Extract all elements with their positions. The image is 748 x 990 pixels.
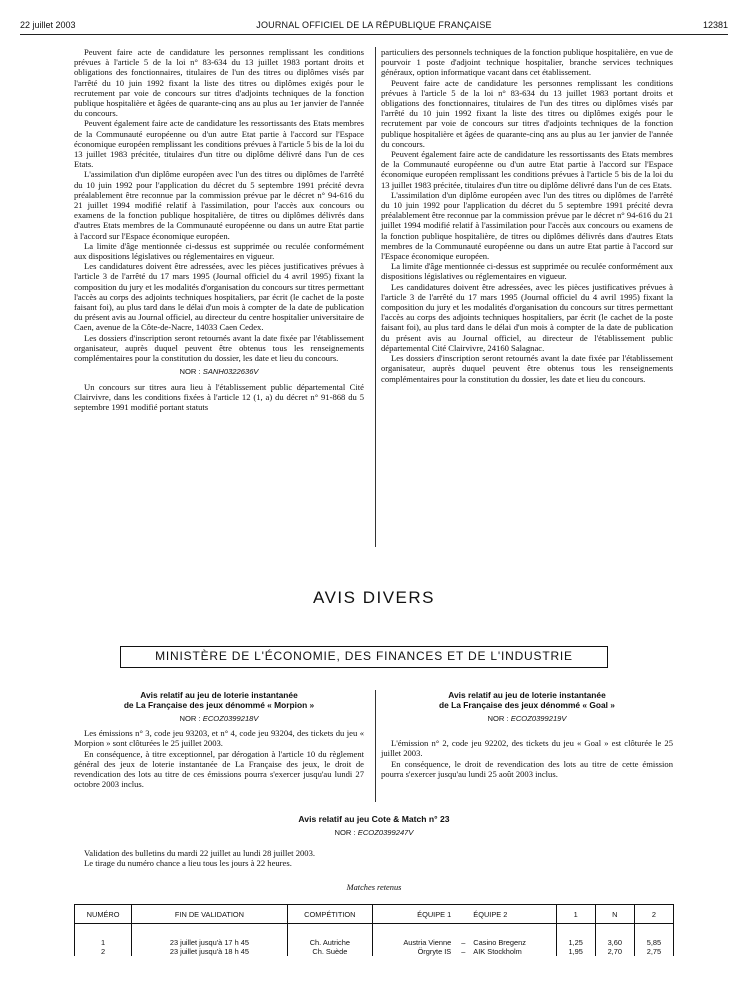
cell-numero: 1 xyxy=(75,924,132,948)
cell-separator: – xyxy=(461,938,466,947)
header-page-number: 12381 xyxy=(702,20,728,30)
cell-cote-2: 2,75 xyxy=(634,947,673,956)
paragraph: Les émissions n° 3, code jeu 93203, et n° 4, code jeu 93204, des tickets du jeu « Morpion » sont clôturées le 25 juillet 2003. xyxy=(74,728,364,749)
paragraph: En conséquence, le droit de revendication des lots au titre de cette émission pourra s'exercer jusqu'au lundi 25 août 2003 inclus. xyxy=(381,758,673,779)
cell-cote-n: 2,70 xyxy=(595,947,634,956)
cell-cote-1: 1,95 xyxy=(556,947,595,956)
col-header-equipe-2: ÉQUIPE 2 xyxy=(471,905,556,924)
nor-reference xyxy=(74,367,364,377)
section-title: Avis relatif au jeu de loterie instantanée xyxy=(140,690,298,700)
paragraph: L'émission n° 2, code jeu 92202, des tickets du jeu « Goal » est clôturée le 25 juillet 2003. xyxy=(381,738,673,759)
paragraph: Un concours sur titres aura lieu à l'établissement public départemental Cité Clairvivre, dans les conditions fixées à l'article 12 (1, a) du décret n° 91-868 du 5 septembre 1991 modifié portant statuts xyxy=(74,381,364,412)
paragraph: Peuvent également faire acte de candidature les ressortissants des Etats membres de la Communauté européenne ou d'un autre Etat partie à l'accord sur l'Espace économique européen remplissant les conditions prévues à l'article 5 bis de la loi du 13 juillet 1983 précitée, titulaires d'un titre ou diplôme délivré dans l'un de ces Etats. xyxy=(381,149,673,190)
avis-goal-section xyxy=(381,690,673,779)
section-title: Avis relatif au jeu Cote & Match n° 23 xyxy=(298,814,450,824)
cell-competition: Ch. Autriche xyxy=(287,924,372,948)
column-divider xyxy=(375,47,376,547)
col-header-numero: NUMÉRO xyxy=(75,905,132,924)
table-row xyxy=(75,924,674,948)
paragraph: En conséquence, à titre exceptionnel, par dérogation à l'article 10 du règlement général des jeux de loterie instantanée de La Française des jeux, le droit de revendication des lots au titre de ces émissions pourra s'exercer jusqu'au lundi 27 octobre 2003 inclus. xyxy=(74,748,364,790)
nor-label: NOR : xyxy=(487,714,509,723)
cell-fin-validation: 23 juillet jusqu'à 18 h 45 xyxy=(132,947,288,956)
paragraph: La limite d'âge mentionnée ci-dessus est supprimée ou reculée conformément aux dispositions législatives ou réglementaires en vigueur. xyxy=(381,261,673,282)
table-header-row xyxy=(75,905,674,924)
paragraph: Les candidatures doivent être adressées, avec les pièces justificatives prévues à l'article 3 de l'arrêté du 17 mars 1995 (Journal officiel du 4 avril 1995) fixant la composition du jury et les modalités d'organisation du concours sur titres permettant l'accès au corps des adjoints techniques hospitaliers, par écrit (le cachet de la poste faisant foi), au plus tard dans le délai d'un mois à compter de la date de publication du présent avis au Journal officiel, au directeur de l'établissement public départemental Cité Clairvivre, 24160 Salagnac. xyxy=(381,281,673,353)
header-date: 22 juillet 2003 xyxy=(20,20,76,30)
paragraph: Le tirage du numéro chance a lieu tous les jours à 22 heures. xyxy=(84,858,292,869)
cell-separator: – xyxy=(461,947,466,956)
nor-label: NOR : xyxy=(179,714,201,723)
paragraph: Peuvent également faire acte de candidature les ressortissants des Etats membres de la Communauté européenne ou d'un autre Etat partie à l'accord sur l'Espace économique européen remplissant les conditions prévues à l'article 5 bis de la loi du 13 juillet 1983 précitée, titulaires d'un titre ou diplôme délivré dans l'un de ces Etats. xyxy=(74,118,364,170)
right-column xyxy=(381,47,673,384)
cell-equipe-1: Austria Vienne xyxy=(372,924,455,948)
nor-code: ECOZ0399219V xyxy=(510,714,567,723)
nor-code: ECOZ0399247V xyxy=(357,828,414,837)
section-title: Avis relatif au jeu de loterie instantanée xyxy=(448,690,606,700)
col-header-equipe-1: ÉQUIPE 1 xyxy=(372,905,455,924)
left-column xyxy=(74,47,364,412)
nor-reference xyxy=(381,714,673,724)
col-header-separator xyxy=(455,905,471,924)
cell-numero: 2 xyxy=(75,947,132,956)
section-title: de La Française des jeux dénommé « Goal » xyxy=(439,700,615,710)
nor-label: NOR : xyxy=(179,367,201,377)
paragraph: particuliers des personnels techniques de la fonction publique hospitalière, en vue de pourvoir 1 poste d'adjoint technique hospitalier, branche services techniques généraux, option informatique vacant dans cet établissement. xyxy=(381,47,673,78)
cell-equipe-1: Örgryte IS xyxy=(372,947,455,956)
avis-divers-heading: AVIS DIVERS xyxy=(313,588,435,607)
header-journal-title: JOURNAL OFFICIEL DE LA RÉPUBLIQUE FRANÇAISE xyxy=(256,20,492,30)
matches-table xyxy=(74,904,674,956)
paragraph: Peuvent faire acte de candidature les personnes remplissant les conditions prévues à l'article 5 de la loi n° 83-634 du 13 juillet 1983 portant droits et obligations des fonctionnaires, titulaires de l'un des titres ou diplômes visés par l'arrêté du 10 juin 1992 fixant la liste des titres ou diplômes exigés pour le recrutement par voie de concours sur titres d'adjoints techniques de la fonction publique hospitalière et âgées de quarante-cinq ans au plus au 1er janvier de l'année du concours. xyxy=(74,47,364,119)
ministry-heading: MINISTÈRE DE L'ÉCONOMIE, DES FINANCES ET DE L'INDUSTRIE xyxy=(120,646,608,668)
paragraph: Peuvent faire acte de candidature les personnes remplissant les conditions prévues à l'article 5 de la loi n° 83-634 du 13 juillet 1983 portant droits et obligations des fonctionnaires, titulaires de l'un des titres ou diplômes visés par l'arrêté du 10 juin 1992 fixant la liste des titres ou diplômes exigés pour le recrutement par voie de concours sur titres d'adjoints techniques de la fonction publique hospitalière et âgées de quarante-cinq ans au plus au 1er janvier de l'année du concours. xyxy=(381,77,673,149)
paragraph: Les candidatures doivent être adressées, avec les pièces justificatives prévues à l'article 3 de l'arrêté du 17 mars 1995 (Journal officiel du 4 avril 1995) fixant la composition du jury et les modalités d'organisation du concours sur titres permettant l'accès au corps des adjoints techniques hospitaliers, par écrit (le cachet de la poste faisant foi), au plus tard dans le délai d'un mois à compter de la date de publication du présent avis au Journal officiel, au directeur du centre hospitalier universitaire de Caen, avenue de la Côte-de-Nacre, 14033 Caen Cedex. xyxy=(74,261,364,333)
cell-cote-n: 3,60 xyxy=(595,924,634,948)
paragraph: Validation des bulletins du mardi 22 juillet au lundi 28 juillet 2003. xyxy=(84,848,316,859)
paragraph: Les dossiers d'inscription seront retournés avant la date fixée par l'établissement organisateur, auprès duquel peuvent être obtenus tous les renseignements complémentaires pour la constitution du dossier, les date et lieu du concours. xyxy=(381,353,673,384)
paragraph: Les dossiers d'inscription seront retournés avant la date fixée par l'établissement organisateur, auprès duquel peuvent être obtenus tous les renseignements complémentaires pour la constitution du dossier, les date et lieu du concours. xyxy=(74,332,364,364)
cell-equipe-2: Casino Bregenz xyxy=(473,938,526,947)
matches-caption: Matches retenus xyxy=(346,883,402,892)
col-header-fin-validation: FIN DE VALIDATION xyxy=(132,905,288,924)
col-header-1: 1 xyxy=(556,905,595,924)
avis-cote-match-section xyxy=(74,814,674,869)
col-header-n: N xyxy=(595,905,634,924)
cell-competition: Ch. Suède xyxy=(287,947,372,956)
avis-morpion-section xyxy=(74,690,364,789)
paragraph: L'assimilation d'un diplôme européen avec l'un des titres ou diplômes de l'arrêté du 10 juin 1992 pour l'application du décret du 5 septembre 1991 précité devra préalablement être reconnue par la commission prévue par le décret n° 94-616 du 21 juillet 1994 modifié relatif à l'assimilation pour l'accès aux concours ou examens de la fonction publique hospitalière, de titres ou diplômes délivrés dans d'autres Etats membres de la Communauté européenne ou dans un autre Etat partie à l'accord sur l'Espace économique européen. xyxy=(381,189,673,262)
column-divider xyxy=(375,690,376,802)
col-header-2: 2 xyxy=(634,905,673,924)
nor-code: SANH0322636V xyxy=(202,367,259,377)
paragraph: La limite d'âge mentionnée ci-dessus est supprimée ou reculée conformément aux dispositions législatives ou réglementaires en vigueur. xyxy=(74,240,364,262)
cell-cote-2: 5,85 xyxy=(634,924,673,948)
nor-reference xyxy=(74,828,674,838)
nor-label: NOR : xyxy=(334,828,356,837)
section-title: de La Française des jeux dénommé « Morpion » xyxy=(123,700,315,710)
paragraph: L'assimilation d'un diplôme européen avec l'un des titres ou diplômes de l'arrêté du 10 juin 1992 pour l'application du décret du 5 septembre 1991 précité devra préalablement être reconnue par la commission prévue par le décret n° 94-616 du 21 juillet 1994 modifié relatif à l'assimilation, pour l'accès aux concours ou examens de la fonction publique hospitalière, de titres ou diplômes délivrés dans d'autres Etats membres de la Communauté européenne ou dans un autre Etat partie à l'accord sur l'Espace économique européen. xyxy=(74,169,364,241)
nor-reference xyxy=(74,714,364,724)
nor-code: ECOZ0399218V xyxy=(202,714,259,723)
cell-fin-validation: 23 juillet jusqu'à 17 h 45 xyxy=(132,924,288,948)
table-row xyxy=(75,947,674,956)
col-header-competition: COMPÉTITION xyxy=(287,905,372,924)
cell-cote-1: 1,25 xyxy=(556,924,595,948)
cell-equipe-2: AIK Stockholm xyxy=(473,947,522,956)
page-header xyxy=(20,20,728,35)
